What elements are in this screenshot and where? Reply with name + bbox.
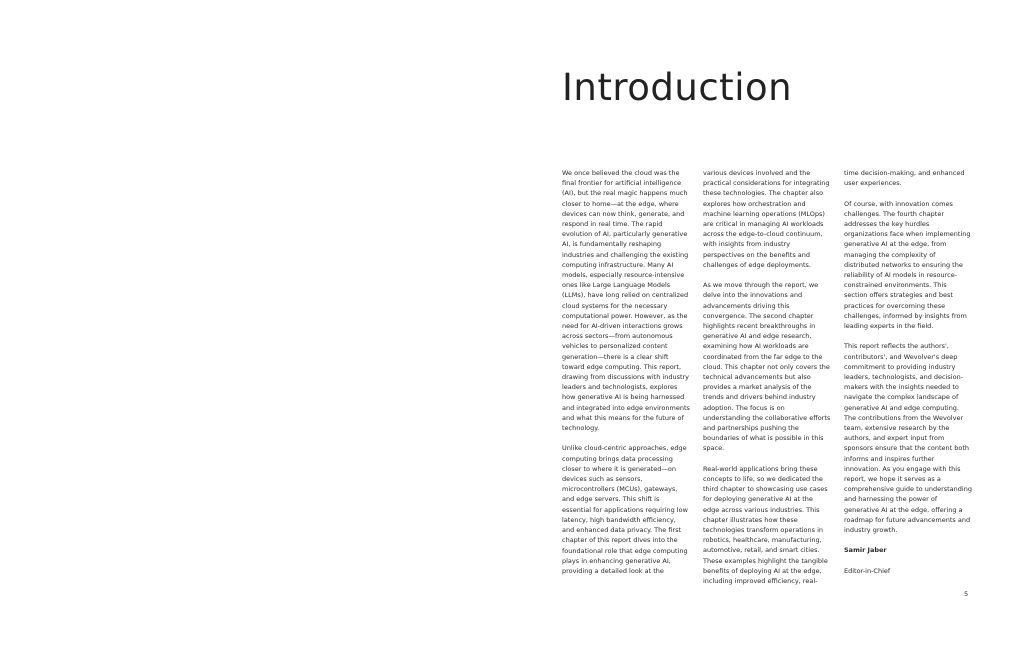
page-number: 5 <box>964 590 969 598</box>
paragraph: various devices involved and the practical considerations for integrating these technologies. The chapter also explores how orchestration and machine learning operations (MLOps) are critical in managing AI workloads across the edge-to-cloud continuum, with insights from industry perspectives on the benefits and challenges of edge deployments. <box>703 169 830 269</box>
paragraph: As we move through the report, we delve into the innovations and advancements driving this convergence. The second chapter highlights recent breakthroughs in generative AI and edge research, examining how AI workloads are coordinated from the far edge to the cloud. This chapter not only covers the technical advancements but also provides a market analysis of the trends and drivers behind industry adoption. The focus is on understanding the collaborative efforts and partnerships pushing the boundaries of what is possible in this space. <box>703 281 831 453</box>
paragraph: Unlike cloud-centric approaches, edge computing brings data processing closer to where it is generated—on devices such as sensors, microcontrollers (MCUs), gateways, and edge servers. This shift is essential for applications requiring low latency, high bandwidth efficiency, and enhanced data privacy. The first chapter of this report dives into the foundational role that edge computing plays in enhancing generative AI, providing a detailed look at the <box>562 444 688 575</box>
paragraph: This report reflects the authors', contributors', and Wevolver's deep commitment to providing industry leaders, technologists, and decision-makers with the insights needed to navigate the complex landscape of generative AI and edge computing. The contributions from the Wevolver team, extensive research by the authors, and expert input from sponsors ensure that the content both informs and inspires further innovation. As you engage with this report, we hope it serves as a comprehensive guide to understanding and harnessing the power of generative AI at the edge, offering a roadmap for future advancements and industry growth. <box>844 342 972 535</box>
paragraph: time decision-making, and enhanced user experiences. <box>844 169 965 188</box>
text-column-1 <box>562 168 690 586</box>
paragraph: Of course, with innovation comes challenges. The fourth chapter addresses the key hurdles organizations face when implementing generative AI at the edge, from managing the complexity of distributed networks to ensuring the reliability of AI models in resource-constrained environments. This section offers strategies and best practices for overcoming these challenges, informed by insights from leading experts in the field. <box>844 199 971 331</box>
signature-role: Editor-in-Chief <box>844 566 891 575</box>
paragraph: Real-world applications bring these concepts to life, so we dedicated the third chapter to showcasing use cases for deploying generative AI at the edge across various industries. This chapter illustrates how these technologies transform operations in robotics, healthcare, manufacturing, automotive, retail, and smart cities. These examples highlight the tangible benefits of deploying AI at the edge, including improved efficiency, real- <box>703 464 828 586</box>
signature-name: Samir Jaber <box>844 546 887 555</box>
signature <box>844 545 972 576</box>
page-title: Introduction <box>562 66 793 109</box>
paragraph: We once believed the cloud was the final frontier for artificial intelligence (AI), but the real magic happens much closer to home—at the edge, where devices can now think, generate, and respond in real time. The rapid evolution of AI, particularly generative AI, is fundamentally reshaping industries and challenging the existing computing infrastructure. Many AI models, especially resource-intensive ones like Large Language Models (LLMs), have long relied on centralized cloud systems for the necessary computational power. However, as the need for AI-driven interactions grows across sectors—from autonomous vehicles to personalized content generation—there is a clear shift toward edge computing. This report, drawing from discussions with industry leaders and technologists, explores how generative AI is being harnessed and integrated into edge environments and what this means for the future of technology. <box>562 169 690 433</box>
text-column-2 <box>703 168 831 596</box>
text-column-3 <box>844 168 972 586</box>
